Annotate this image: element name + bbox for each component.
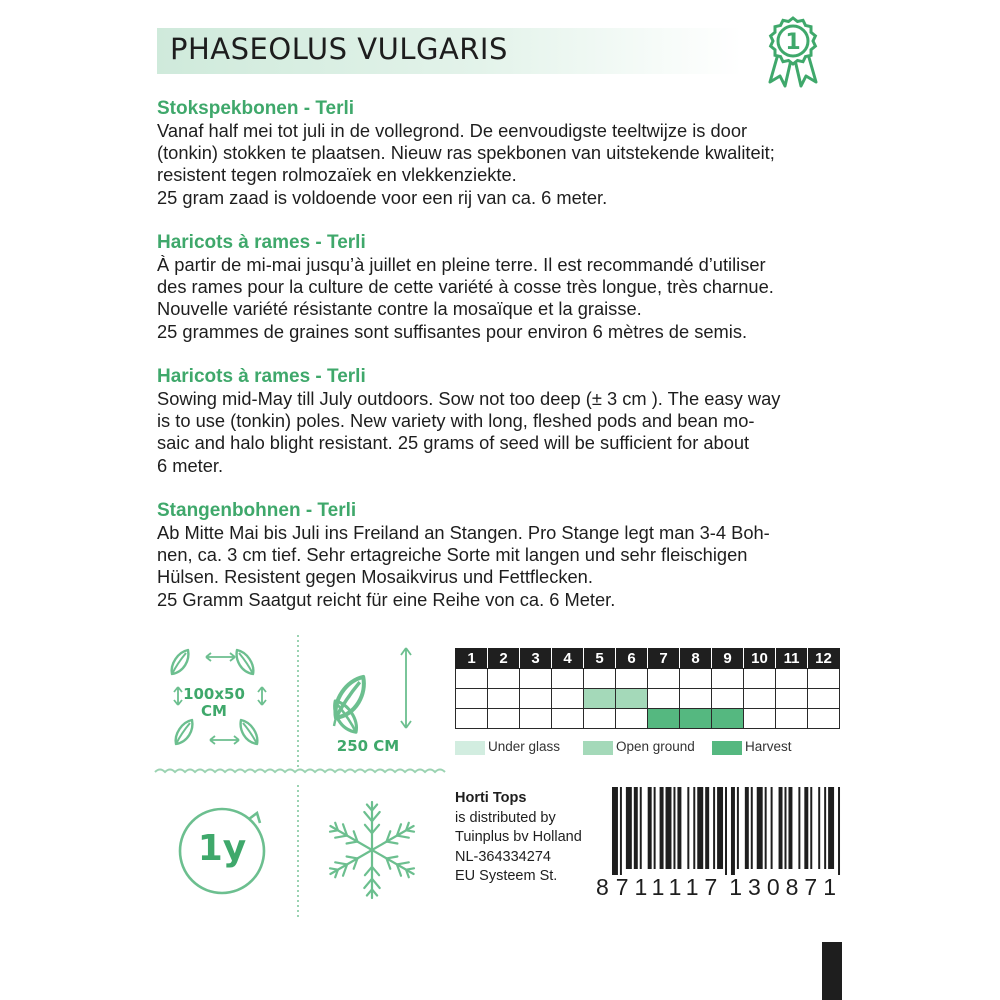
species-title: PHASEOLUS VULGARIS — [170, 32, 508, 66]
calendar-cell — [456, 689, 488, 709]
calendar-cell — [680, 709, 712, 729]
section-dutch — [157, 98, 847, 209]
calendar-cell — [584, 689, 616, 709]
calendar-table — [455, 648, 840, 729]
calendar-cell — [456, 669, 488, 689]
body-line: 25 grammes de graines sont suffisantes pour environ 6 mètres de semis. — [157, 320, 748, 342]
calendar-cell — [712, 709, 744, 729]
calendar-cell — [520, 709, 552, 729]
barcode-digit-group: 130871 — [729, 874, 842, 900]
calendar-cell — [808, 689, 840, 709]
month-header: 8 — [680, 649, 712, 669]
section-body — [157, 254, 847, 343]
body-line: is to use (tonkin) poles. New variety with long, fleshed pods and bean mo- — [157, 410, 755, 432]
calendar-cell — [584, 669, 616, 689]
distributor-line: NL-364334274 — [455, 848, 551, 865]
calendar-cell — [616, 669, 648, 689]
calendar-cell — [680, 689, 712, 709]
month-header: 12 — [808, 649, 840, 669]
section-title: Stangenbohnen - Terli — [157, 500, 357, 521]
calendar-cell — [488, 669, 520, 689]
height-label: 250 CM — [336, 737, 400, 755]
calendar-cell — [488, 689, 520, 709]
calendar-row-under-glass — [456, 669, 840, 689]
calendar-cell — [776, 669, 808, 689]
legend-label: Harvest — [745, 739, 792, 754]
month-header: 5 — [584, 649, 616, 669]
body-line: Vanaf half mei tot juli in de vollegrond. De eenvoudigste teeltwijze is door — [157, 120, 748, 141]
legend-label: Open ground — [616, 739, 695, 754]
calendar-cell — [712, 669, 744, 689]
barcode-number — [596, 874, 842, 901]
barcode-digit-group: 711117 — [615, 874, 724, 900]
calendar-cell — [584, 709, 616, 729]
month-header: 7 — [648, 649, 680, 669]
month-header: 2 — [488, 649, 520, 669]
body-line: Ab Mitte Mai bis Juli ins Freiland an Stangen. Pro Stange legt man 3-4 Boh- — [157, 522, 770, 543]
section-german — [157, 500, 847, 611]
body-line: nen, ca. 3 cm tief. Sehr ertagreiche Sorte mit langen und sehr fleischigen — [157, 544, 748, 566]
body-line: 25 gram zaad is voldoende voor een rij van ca. 6 meter. — [157, 186, 608, 208]
body-line: À partir de mi-mai jusqu’à juillet en pleine terre. Il est recommandé d’utiliser — [157, 254, 766, 275]
calendar-row-open-ground — [456, 689, 840, 709]
legend-swatch — [455, 741, 485, 755]
legend-label: Under glass — [488, 739, 561, 754]
body-line: saic and halo blight resistant. 25 grams of seed will be sufficient for about — [157, 432, 750, 454]
calendar-cell — [648, 709, 680, 729]
calendar-cell — [552, 709, 584, 729]
plant-height-icon — [334, 648, 411, 732]
section-body — [157, 388, 847, 477]
calendar-cell — [744, 709, 776, 729]
rank-number: 1 — [785, 30, 801, 55]
distributor-line: Tuinplus bv Holland — [455, 829, 582, 845]
spacing-label — [172, 686, 256, 720]
calendar-cell — [552, 669, 584, 689]
calendar-cell — [808, 709, 840, 729]
distributor-line: is distributed by — [455, 809, 556, 826]
calendar-cell — [776, 709, 808, 729]
calendar-cell — [552, 689, 584, 709]
distributor-line: EU Systeem St. — [455, 868, 558, 884]
calendar-cell — [712, 689, 744, 709]
spacing-value: 100x50 — [183, 685, 245, 703]
calendar-cell — [616, 709, 648, 729]
barcode-digit-group: 8 — [596, 874, 610, 900]
calendar-cell — [488, 709, 520, 729]
spacing-unit: CM — [201, 702, 227, 720]
month-header: 11 — [776, 649, 808, 669]
section-french — [157, 232, 847, 343]
calendar-cell — [520, 669, 552, 689]
calendar-header-row — [456, 649, 840, 669]
growing-info-icons — [150, 630, 450, 930]
distributor-info — [455, 789, 582, 887]
section-title: Haricots à rames - Terli — [157, 232, 366, 253]
calendar-cell — [456, 709, 488, 729]
section-body — [157, 120, 847, 209]
month-header: 9 — [712, 649, 744, 669]
month-header: 6 — [616, 649, 648, 669]
body-line: Nouvelle variété résistante contre la mosaïque et la graisse. — [157, 298, 642, 320]
body-line: Sowing mid-May till July outdoors. Sow not too deep (± 3 cm ). The easy way — [157, 388, 781, 409]
brand-name: Horti Tops — [455, 790, 527, 806]
calendar-cell — [680, 669, 712, 689]
month-header: 4 — [552, 649, 584, 669]
cut-mark — [822, 942, 842, 1000]
section-title: Stokspekbonen - Terli — [157, 98, 355, 119]
rank-badge-icon — [758, 10, 828, 90]
body-line: resistent tegen rolmozaïek en vlekkenziekte. — [157, 164, 517, 186]
calendar-cell — [648, 669, 680, 689]
calendar-cell — [744, 669, 776, 689]
calendar-cell — [744, 689, 776, 709]
sowing-calendar — [455, 648, 840, 729]
calendar-row-harvest — [456, 709, 840, 729]
calendar-cell — [616, 689, 648, 709]
section-body — [157, 522, 847, 611]
calendar-cell — [520, 689, 552, 709]
snowflake-icon — [330, 802, 414, 898]
section-title: Haricots à rames - Terli — [157, 366, 366, 387]
legend-swatch — [583, 741, 613, 755]
body-line: (tonkin) stokken te plaatsen. Nieuw ras spekbonen van uitstekende kwaliteit; — [157, 142, 775, 164]
body-line: Hülsen. Resistent gegen Mosaikvirus und Fettflecken. — [157, 566, 593, 588]
calendar-cell — [808, 669, 840, 689]
body-line: des rames pour la culture de cette variété à cosse très longue, très charnue. — [157, 276, 774, 298]
month-header: 1 — [456, 649, 488, 669]
calendar-cell — [776, 689, 808, 709]
section-english — [157, 366, 847, 477]
month-header: 10 — [744, 649, 776, 669]
month-header: 3 — [520, 649, 552, 669]
legend-swatch — [712, 741, 742, 755]
lifespan-label: 1y — [197, 828, 247, 869]
body-line: 25 Gramm Saatgut reicht für eine Reihe von ca. 6 Meter. — [157, 588, 616, 610]
calendar-cell — [648, 689, 680, 709]
body-line: 6 meter. — [157, 454, 224, 476]
barcode-icon — [612, 787, 842, 875]
